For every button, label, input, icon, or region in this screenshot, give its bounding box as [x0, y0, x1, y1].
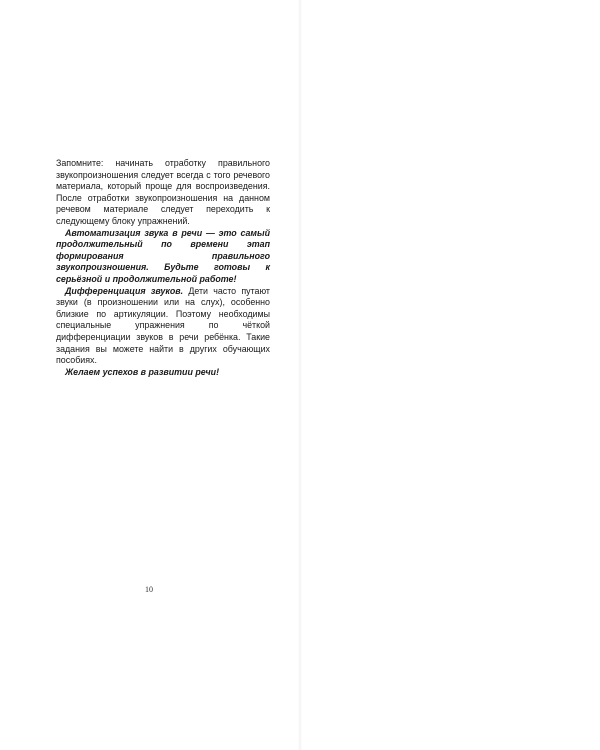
left-paragraph-2	[56, 228, 270, 286]
emphasis-text: Дифференциация звуков.	[65, 285, 184, 296]
page-number-left: 10	[145, 585, 153, 594]
left-page-text	[56, 158, 270, 378]
emphasis-text: Желаем успехов в развитии речи!	[65, 366, 220, 377]
emphasis-text: Автоматизация звука в речи — это самый продолжительный по времени этап формирования правильного звукопроизношения. Будьте готовы к серьёзной и продолжительной работе!	[56, 227, 270, 284]
body-text: Дети часто путают звуки (в произношении или на слух), особенно близкие по артикуляции. Поэтому необходимы специальные упражнения по чёткой дифференциации звуков в речи ребёнка. Такие задания вы можете найти в других обучающих пособиях.	[56, 285, 270, 366]
body-text: Запомните: начинать отработку правильного звукопроизношения следует всегда с того речевого материала, который проще для воспроизведения. После отработки звукопроизношения на данном речевом материале следует переходить к следующему блоку упражнений.	[56, 158, 270, 226]
right-page	[300, 0, 600, 750]
left-paragraph-4	[56, 367, 270, 379]
left-paragraph-1	[56, 158, 270, 228]
left-paragraph-3	[56, 286, 270, 367]
